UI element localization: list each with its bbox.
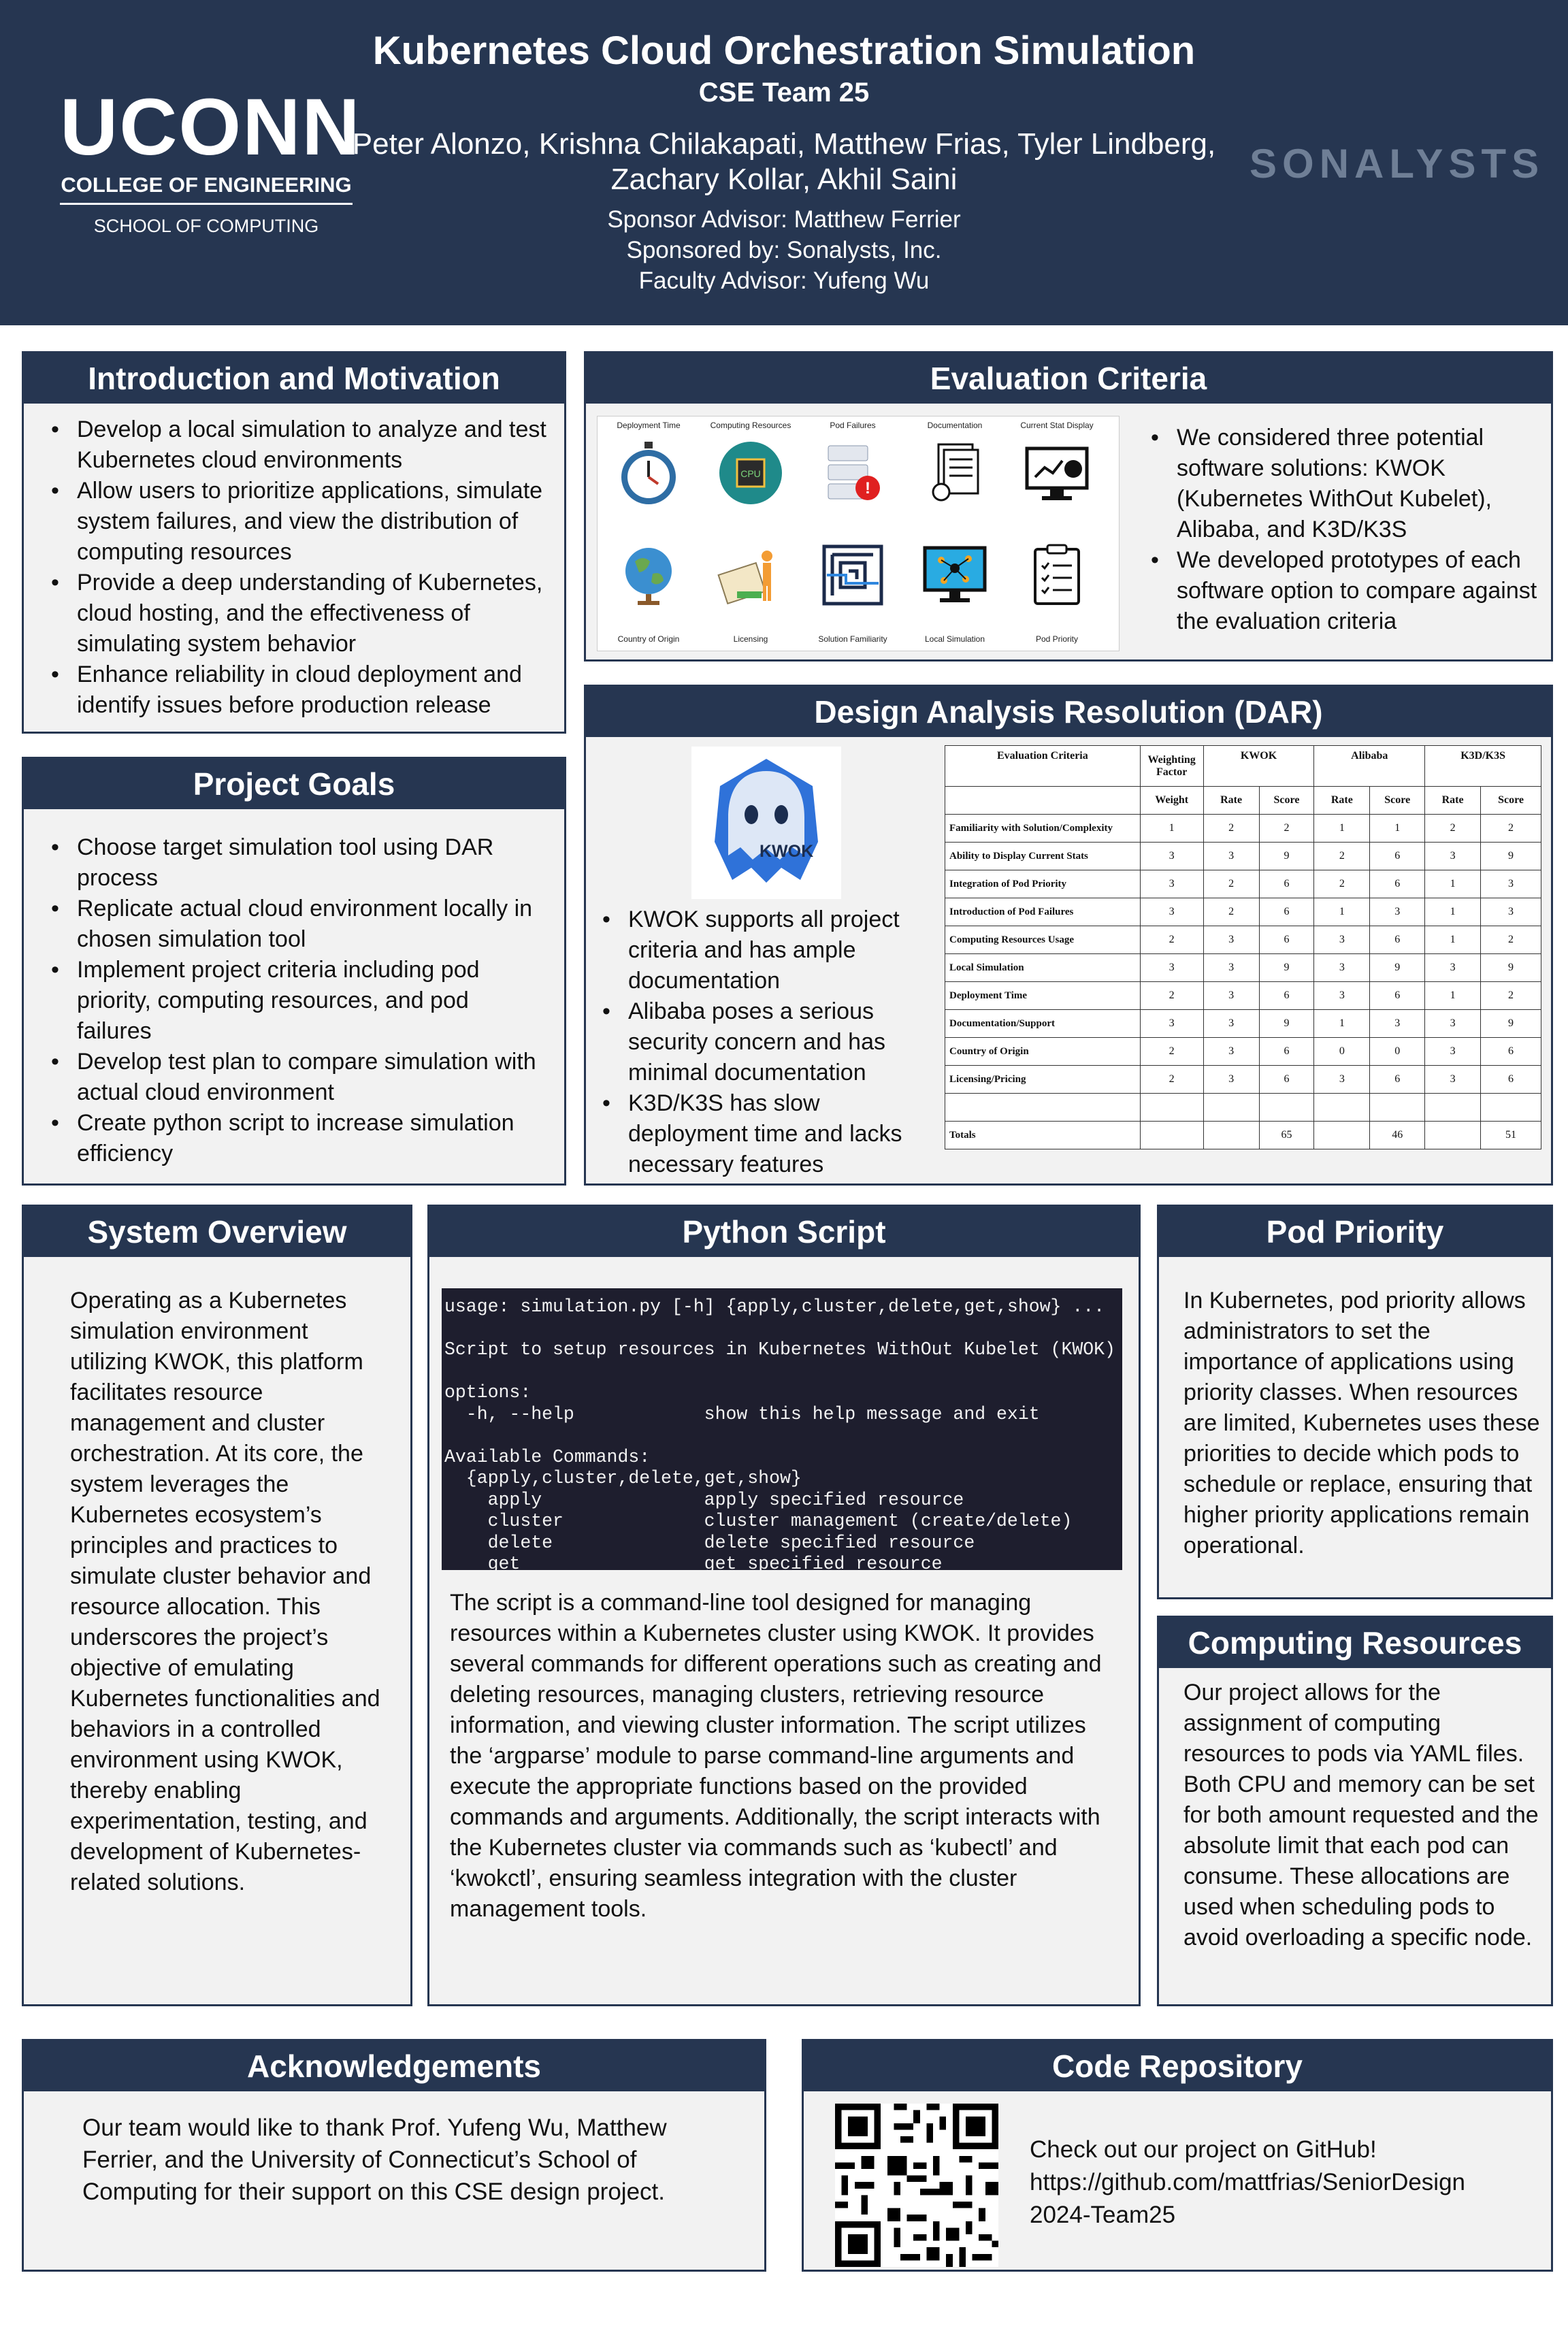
- table-row: [945, 815, 1541, 843]
- cell-alibaba-score: 6: [1370, 926, 1425, 954]
- table-row: [945, 1038, 1541, 1066]
- cell-k3d-score: 3: [1481, 870, 1541, 898]
- cell-k3d-score: 6: [1481, 1038, 1541, 1066]
- cell-kwok-score: 9: [1259, 1010, 1314, 1038]
- ack-heading: Acknowledgements: [24, 2041, 764, 2091]
- repo-url[interactable]: https://github.com/mattfrias/SeniorDesign: [1030, 2169, 1466, 2195]
- subheader-score: Score: [1481, 787, 1541, 815]
- repo-panel: [802, 2039, 1553, 2272]
- goals-heading: Project Goals: [24, 759, 564, 809]
- cell-weight: 3: [1140, 843, 1203, 870]
- cell-alibaba-rate: 2: [1314, 870, 1370, 898]
- cell-kwok-score: 2: [1259, 815, 1314, 843]
- evaluation-heading: Evaluation Criteria: [586, 353, 1551, 404]
- tile-label: Computing Resources: [710, 421, 791, 430]
- poster-title: Kubernetes Cloud Orchestration Simulation: [372, 29, 1196, 73]
- cell-alibaba-score: 6: [1370, 870, 1425, 898]
- table-row: [945, 954, 1541, 982]
- list-item: • K3D/K3S has slow deployment time and lacks necessary features: [593, 1088, 940, 1180]
- total-k3d: 51: [1481, 1122, 1541, 1149]
- cell-kwok-score: 6: [1259, 982, 1314, 1010]
- criteria-icon-grid: [597, 416, 1120, 651]
- tile-computing-resources: [708, 419, 794, 535]
- cell-k3d-rate: 1: [1425, 870, 1481, 898]
- cell-kwok-score: 6: [1259, 1038, 1314, 1066]
- python-body: [429, 1257, 1139, 2004]
- globe-icon: [614, 540, 683, 610]
- cell-k3d-score: 3: [1481, 898, 1541, 926]
- tile-label: Deployment Time: [617, 421, 681, 430]
- sponsored-by: Sponsored by: Sonalysts, Inc.: [626, 237, 942, 263]
- cell-kwok-rate: 3: [1203, 1038, 1259, 1066]
- repo-url-suffix[interactable]: 2024-Team25: [1030, 2202, 1176, 2228]
- kwok-ghost-icon: [691, 747, 841, 899]
- code-block: usage: simulation.py [-h] {apply,cluster,delete,get,show} ... Script to setup resources in Kubernetes WithOut Kubelet (KWOK) options: -h, --help show this help message and exit Available Commands: {apply,cluster,delete,get,show} apply apply specified resource cluster cluster management (create/delete) delete delete specified resource get get specified resource show show pod characteristics: [442, 1288, 1122, 1570]
- tile-pod-failures: [810, 419, 896, 535]
- list-item: • Alibaba poses a serious security concern and has minimal documentation: [593, 996, 940, 1088]
- table-totals-row: [945, 1122, 1541, 1149]
- cell-alibaba-rate: 3: [1314, 926, 1370, 954]
- cell-k3d-rate: 1: [1425, 898, 1481, 926]
- table-subheader-row: [945, 787, 1541, 815]
- list-item: • Enhance reliability in cloud deployment and identify issues before production release: [42, 659, 546, 721]
- cell-kwok-rate: 3: [1203, 926, 1259, 954]
- tile-local-simulation: [912, 536, 998, 652]
- cell-alibaba-score: 3: [1370, 1010, 1425, 1038]
- cell-k3d-score: 2: [1481, 815, 1541, 843]
- cell-kwok-rate: 3: [1203, 982, 1259, 1010]
- tile-label: Solution Familiarity: [818, 634, 887, 644]
- server-alert-icon: [818, 438, 887, 508]
- cell-kwok-score: 6: [1259, 926, 1314, 954]
- dar-text: [593, 904, 940, 1180]
- evaluation-body: [586, 404, 1551, 659]
- table-row: [945, 870, 1541, 898]
- total-kwok: 65: [1259, 1122, 1314, 1149]
- maze-icon: [818, 540, 887, 610]
- total-alibaba: 46: [1370, 1122, 1425, 1149]
- header-k3d: K3D/K3S: [1425, 746, 1541, 787]
- cell-criteria: Licensing/Pricing: [945, 1066, 1141, 1094]
- cell-criteria: Ability to Display Current Stats: [945, 843, 1141, 870]
- cell-alibaba-score: 6: [1370, 1066, 1425, 1094]
- header-kwok: KWOK: [1203, 746, 1314, 787]
- repo-text: [1030, 2134, 1465, 2232]
- cell-alibaba-score: 6: [1370, 982, 1425, 1010]
- evaluation-panel: [584, 351, 1553, 662]
- priority-heading: Pod Priority: [1159, 1207, 1551, 1257]
- authors-line-1: Peter Alonzo, Krishna Chilakapati, Matthew Frias, Tyler Lindberg,: [352, 127, 1216, 161]
- cell-criteria: Introduction of Pod Failures: [945, 898, 1141, 926]
- goals-list: [42, 832, 546, 1169]
- subheader-score: Score: [1259, 787, 1314, 815]
- cell-alibaba-rate: 1: [1314, 898, 1370, 926]
- cell-alibaba-rate: 3: [1314, 982, 1370, 1010]
- tile-pod-priority: [1014, 536, 1100, 652]
- cell-alibaba-score: 6: [1370, 843, 1425, 870]
- tile-deployment-time: [606, 419, 691, 535]
- cell-alibaba-score: 1: [1370, 815, 1425, 843]
- cell-criteria: Computing Resources Usage: [945, 926, 1141, 954]
- stopwatch-icon: [614, 438, 683, 508]
- ack-panel: [22, 2039, 766, 2272]
- cell-k3d-rate: 3: [1425, 843, 1481, 870]
- cell-alibaba-rate: 3: [1314, 1066, 1370, 1094]
- list-item: • Allow users to prioritize applications, simulate system failures, and view the distribution of computing resources: [42, 476, 546, 568]
- list-item: • Develop test plan to compare simulation with actual cloud environment: [42, 1047, 546, 1108]
- priority-text: In Kubernetes, pod priority allows administrators to set the importance of applications using priority classes. When resources are limited, Kubernetes uses these priorities to decide which pods to schedule or replace, ensuring that higher priority applications remain operational.: [1183, 1288, 1540, 1558]
- uconn-wordmark: UCONN: [60, 82, 361, 172]
- intro-heading: Introduction and Motivation: [24, 353, 564, 404]
- cell-kwok-score: 6: [1259, 1066, 1314, 1094]
- cpu-icon: [716, 438, 785, 508]
- qr-code-icon[interactable]: [835, 2104, 998, 2267]
- cell-alibaba-rate: 0: [1314, 1038, 1370, 1066]
- cell-weight: 2: [1140, 1038, 1203, 1066]
- cell-alibaba-score: 3: [1370, 898, 1425, 926]
- priority-panel: [1157, 1205, 1553, 1599]
- cell-weight: 2: [1140, 982, 1203, 1010]
- list-item: • Choose target simulation tool using DAR process: [42, 832, 546, 894]
- cell-weight: 2: [1140, 1066, 1203, 1094]
- tile-label: Local Simulation: [924, 634, 985, 644]
- table-header-row: [945, 746, 1541, 787]
- cell-criteria: Familiarity with Solution/Complexity: [945, 815, 1141, 843]
- python-text: The script is a command-line tool designed for managing resources within a Kubernetes cluster using KWOK. It provides several commands for different operations such as creating and deleting resources, managing clusters, retrieving resource information, and viewing cluster information. The script utilizes the ‘argparse’ module to parse command-line arguments and execute the appropriate functions based on the provided commands and arguments. Additionally, the script interacts with the Kubernetes cluster via commands such as ‘kubectl’ and ‘kwokctl’, ensuring seamless integration with the cluster management tools.: [450, 1590, 1102, 1922]
- cell-kwok-rate: 3: [1203, 1066, 1259, 1094]
- cell-kwok-rate: 3: [1203, 954, 1259, 982]
- cell-k3d-rate: 2: [1425, 815, 1481, 843]
- dar-heading: Design Analysis Resolution (DAR): [586, 687, 1551, 737]
- cell-k3d-rate: 1: [1425, 982, 1481, 1010]
- table-row: [945, 926, 1541, 954]
- cell-weight: 3: [1140, 870, 1203, 898]
- svg-text:CPU: CPU: [740, 468, 761, 479]
- python-heading: Python Script: [429, 1207, 1139, 1257]
- tile-current-stat-display: [1014, 419, 1100, 535]
- document-gear-icon: [920, 438, 990, 508]
- faculty-advisor: Faculty Advisor: Yufeng Wu: [638, 267, 930, 294]
- intro-list: [42, 414, 546, 721]
- cell-k3d-score: 2: [1481, 926, 1541, 954]
- clipboard-checklist-icon: [1022, 540, 1092, 610]
- cell-k3d-score: 9: [1481, 954, 1541, 982]
- cell-weight: 1: [1140, 815, 1203, 843]
- dar-list: [593, 904, 940, 1180]
- tile-solution-familiarity: [810, 536, 896, 652]
- repo-heading: Code Repository: [804, 2041, 1551, 2091]
- cell-kwok-rate: 2: [1203, 870, 1259, 898]
- tile-licensing: [708, 536, 794, 652]
- python-panel: [427, 1205, 1141, 2006]
- cell-kwok-score: 6: [1259, 870, 1314, 898]
- cell-weight: 3: [1140, 898, 1203, 926]
- subheader-rate: Rate: [1203, 787, 1259, 815]
- cell-alibaba-rate: 2: [1314, 843, 1370, 870]
- cell-kwok-rate: 3: [1203, 843, 1259, 870]
- system-heading: System Overview: [24, 1207, 410, 1257]
- resources-heading: Computing Resources: [1159, 1618, 1551, 1668]
- cell-weight: 2: [1140, 926, 1203, 954]
- subheader-rate: Rate: [1425, 787, 1481, 815]
- header-criteria: Evaluation Criteria: [945, 746, 1141, 787]
- goals-body: [24, 809, 564, 1183]
- ack-text: Our team would like to thank Prof. Yufeng Wu, Matthew Ferrier, and the University of Connecticut’s School of Computing for their support on this CSE design project.: [82, 2114, 667, 2205]
- tile-label: Country of Origin: [617, 634, 680, 644]
- tile-label: Licensing: [733, 634, 768, 644]
- system-panel: [22, 1205, 412, 2006]
- intro-panel: [22, 351, 566, 734]
- cell-weight: 3: [1140, 1010, 1203, 1038]
- subheader-score: Score: [1370, 787, 1425, 815]
- table-row: [945, 898, 1541, 926]
- table-row: [945, 843, 1541, 870]
- header-weighting: Weighting Factor: [1140, 746, 1203, 787]
- cell-weight: 3: [1140, 954, 1203, 982]
- list-item: • We developed prototypes of each software option to compare against the evaluation criteria: [1141, 545, 1550, 637]
- college-name: COLLEGE OF ENGINEERING: [60, 173, 353, 205]
- kwok-logo-text: KWOK: [760, 842, 814, 861]
- list-item: • Provide a deep understanding of Kubernetes, cloud hosting, and the effectiveness of simulating system behavior: [42, 568, 546, 659]
- cell-kwok-rate: 2: [1203, 815, 1259, 843]
- subheader-rate: Rate: [1314, 787, 1370, 815]
- cell-alibaba-score: 9: [1370, 954, 1425, 982]
- dar-table: [945, 745, 1541, 1149]
- poster-header: [0, 0, 1568, 325]
- cell-k3d-rate: 3: [1425, 1066, 1481, 1094]
- cell-k3d-score: 6: [1481, 1066, 1541, 1094]
- list-item: • Replicate actual cloud environment locally in chosen simulation tool: [42, 894, 546, 955]
- monitor-chart-icon: [1022, 438, 1092, 508]
- cell-alibaba-rate: 3: [1314, 954, 1370, 982]
- cell-k3d-rate: 3: [1425, 1038, 1481, 1066]
- tile-label: Documentation: [927, 421, 983, 430]
- tile-documentation: [912, 419, 998, 535]
- license-person-icon: [716, 540, 785, 610]
- table-row: [945, 1010, 1541, 1038]
- resources-panel: [1157, 1616, 1553, 2006]
- list-item: • We considered three potential software solutions: KWOK (Kubernetes WithOut Kubelet), Alibaba, and K3D/K3S: [1141, 423, 1550, 545]
- cell-kwok-score: 9: [1259, 954, 1314, 982]
- list-item: • Implement project criteria including pod priority, computing resources, and pod failures: [42, 955, 546, 1047]
- subheader-blank: [945, 787, 1141, 815]
- sponsor-advisor: Sponsor Advisor: Matthew Ferrier: [607, 206, 961, 233]
- tile-country-of-origin: [606, 536, 691, 652]
- cell-k3d-score: 9: [1481, 1010, 1541, 1038]
- cell-alibaba-score: 0: [1370, 1038, 1425, 1066]
- cell-kwok-score: 9: [1259, 843, 1314, 870]
- evaluation-list: [1141, 423, 1550, 637]
- cell-k3d-rate: 3: [1425, 954, 1481, 982]
- cell-criteria: Integration of Pod Priority: [945, 870, 1141, 898]
- kwok-logo: [691, 747, 841, 899]
- totals-label: Totals: [945, 1122, 1141, 1149]
- svg-text:!: !: [865, 479, 870, 497]
- cell-alibaba-rate: 1: [1314, 1010, 1370, 1038]
- cell-criteria: Country of Origin: [945, 1038, 1141, 1066]
- header-alibaba: Alibaba: [1314, 746, 1425, 787]
- cell-k3d-score: 9: [1481, 843, 1541, 870]
- tile-label: Pod Failures: [830, 421, 876, 430]
- subheader-weight: Weight: [1140, 787, 1203, 815]
- table-row-blank: [945, 1094, 1541, 1122]
- cell-k3d-rate: 1: [1425, 926, 1481, 954]
- evaluation-text: [1141, 414, 1550, 637]
- cell-kwok-rate: 3: [1203, 1010, 1259, 1038]
- school-name: SCHOOL OF COMPUTING: [93, 216, 319, 236]
- cell-kwok-rate: 2: [1203, 898, 1259, 926]
- list-item: • Develop a local simulation to analyze and test Kubernetes cloud environments: [42, 414, 546, 476]
- sonalysts-logo: SONALYSTS: [1250, 141, 1545, 186]
- cell-kwok-score: 6: [1259, 898, 1314, 926]
- computer-network-icon: [920, 540, 990, 610]
- cell-criteria: Local Simulation: [945, 954, 1141, 982]
- repo-cta: Check out our project on GitHub!: [1030, 2136, 1377, 2163]
- list-item: • Create python script to increase simulation efficiency: [42, 1108, 546, 1169]
- cell-criteria: Deployment Time: [945, 982, 1141, 1010]
- cell-k3d-score: 2: [1481, 982, 1541, 1010]
- tile-label: Current Stat Display: [1020, 421, 1094, 430]
- intro-body: [24, 404, 564, 734]
- table-row: [945, 982, 1541, 1010]
- authors-line-2: Zachary Kollar, Akhil Saini: [610, 163, 958, 196]
- goals-panel: [22, 757, 566, 1186]
- cell-criteria: Documentation/Support: [945, 1010, 1141, 1038]
- tile-label: Pod Priority: [1035, 634, 1079, 644]
- dar-panel: [584, 685, 1553, 1186]
- system-text: Operating as a Kubernetes simulation environment utilizing KWOK, this platform facilitates resource management and cluster orchestration. At its core, the system leverages the Kubernetes ecosystem’s principles and practices to simulate cluster behavior and resource allocation. This underscores the project’s objective of emulating Kubernetes functionalities and behaviors in a controlled environment using KWOK, thereby enabling experimentation, testing, and development of Kubernetes-related solutions.: [70, 1288, 380, 1895]
- cell-k3d-rate: 3: [1425, 1010, 1481, 1038]
- table-row: [945, 1066, 1541, 1094]
- resources-text: Our project allows for the assignment of computing resources to pods via YAML files. Both CPU and memory can be set for both amount requested and the absolute limit that each pod can consume. These allocations are used when scheduling pods to avoid overloading a specific node.: [1183, 1680, 1539, 1950]
- dar-body: [586, 737, 1551, 1183]
- team-name: CSE Team 25: [698, 78, 870, 108]
- list-item: • KWOK supports all project criteria and has ample documentation: [593, 904, 940, 996]
- cell-alibaba-rate: 1: [1314, 815, 1370, 843]
